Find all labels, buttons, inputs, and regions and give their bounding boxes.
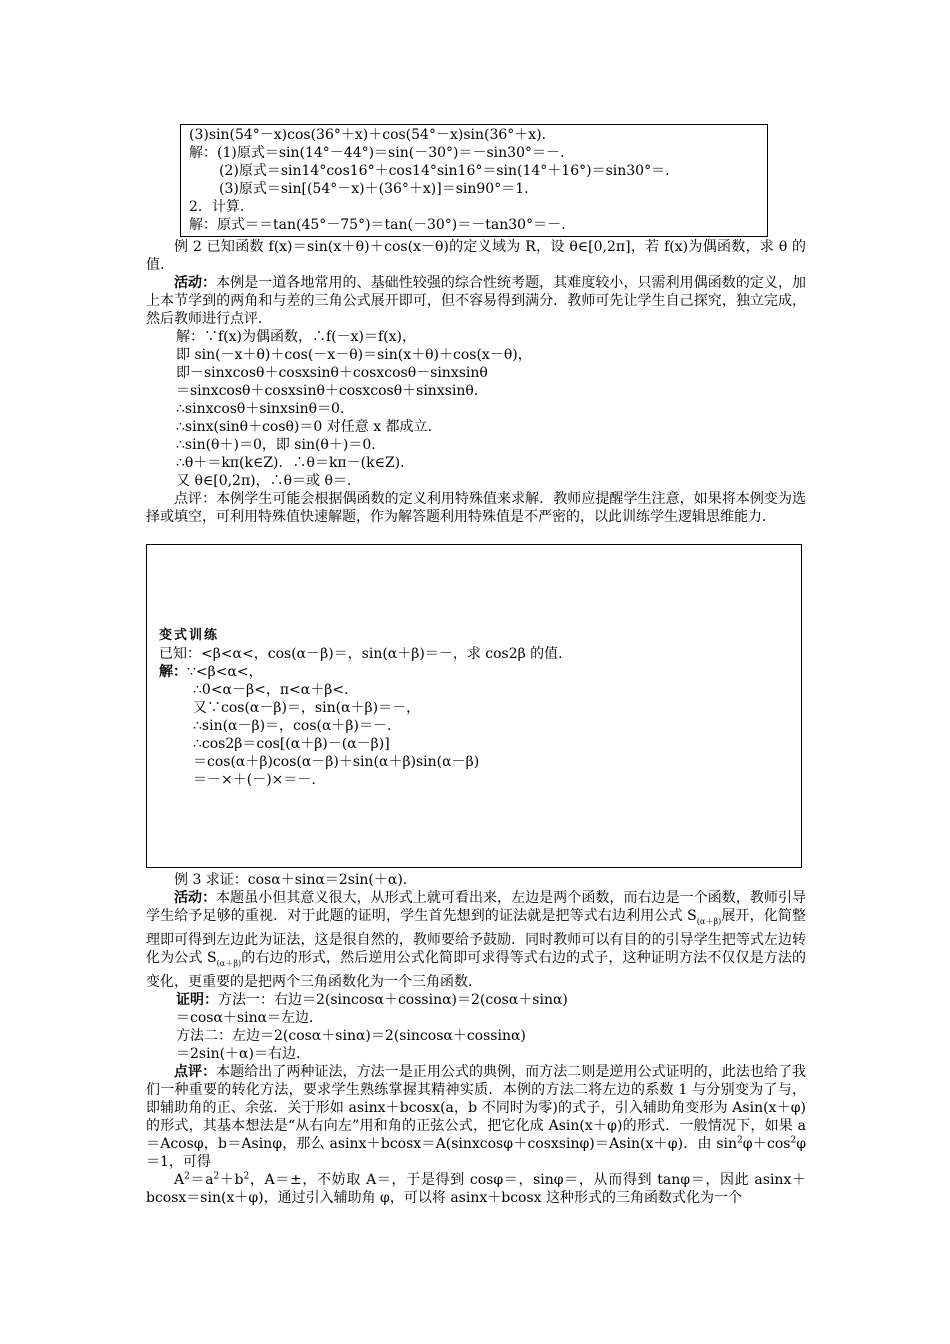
superscript: 2 <box>790 1134 797 1145</box>
example-3-proof <box>146 991 806 1063</box>
formula-subscript: (α＋β) <box>696 916 722 926</box>
activity-text: 本题虽小但其意义很大，从形式上就可看出来，左边是两个函数，而右边是一个函数，教师引导学生给予足够的重视．对于此题的证明，学生首先想到的证法就是把等式右边利用公式 S <box>146 890 807 924</box>
example-3-question: 例 3 求证：cosα＋sinα＝2sin(＋α)． <box>174 872 417 888</box>
comment-text: ，A＝±，不妨取 A＝，于是得到 cosφ＝，sinφ＝，从而得到 tanφ＝，因此 asinx＋bcosx＝sin(x＋φ)，通过引入辅助角 φ，可以将 asinx＋bcosx 这种形式的三角函数式化为一个 <box>146 1171 806 1206</box>
solution-step: 又 θ∈[0,2π)，∴θ＝或 θ＝. <box>176 473 352 489</box>
example-3-activity <box>146 889 806 991</box>
proof-step: ＝2sin(＋α)＝右边． <box>176 1045 310 1062</box>
solution-line-3: (3)原式＝sin[(54°－x)＋(36°＋x)]＝sin90°＝1. <box>219 181 529 197</box>
exercise-answer-box <box>180 124 768 237</box>
superscript: 2 <box>184 1170 190 1181</box>
variant-training-box <box>146 544 802 868</box>
solution-line-1: 解：(1)原式＝sin(14°－44°)＝sin(－30°)＝－sin30°＝－. <box>189 145 565 161</box>
comment-text: φ＋cos <box>742 1135 791 1152</box>
solution-step: 即 sin(－x＋θ)＋cos(－x－θ)＝sin(x＋θ)＋cos(x－θ)， <box>176 347 532 363</box>
example-2-activity <box>146 274 806 328</box>
solution-step: ＝－×＋(－)×＝－. <box>193 772 316 788</box>
example-2-comment: 点评：本例学生可能会根据偶函数的定义利用特殊值来求解．教师应提醒学生注意，如果将本例变为选择或填空，可利用特殊值快速解题，作为解答题利用特殊值是不严密的，以此训练学生逻辑思维能力． <box>146 491 806 525</box>
solution-step: 即－sinxcosθ＋cosxsinθ＋cosxcosθ－sinxsinθ <box>176 365 488 381</box>
superscript: 2 <box>737 1134 743 1145</box>
example-3-comment <box>146 1063 806 1171</box>
comment-label: 点评： <box>174 1063 217 1080</box>
solution-label: 解： <box>159 664 187 680</box>
comment-text: ＋b <box>219 1171 244 1188</box>
superscript: 2 <box>243 1170 250 1181</box>
variant-title: 变式训练 <box>159 628 220 643</box>
variant-solution-start <box>159 663 789 681</box>
activity-text: 展开，化简整理即可得到左边此为证法，这是很自然的，教师要给予鼓励．同时教师可以有目的的引导学生把等式左边转化为公式 S <box>146 908 806 966</box>
proof-line <box>176 991 806 1009</box>
solution-step: ＝cos(α＋β)cos(α－β)＋sin(α＋β)sin(α－β) <box>193 754 480 770</box>
comment-text: ＝a <box>189 1171 214 1188</box>
solution-step: ∴cos2β＝cos[(α＋β)－(α－β)] <box>193 736 390 752</box>
variant-solution <box>159 681 789 789</box>
solution-line-2: (2)原式＝sin14°cos16°＋cos14°sin16°＝sin(14°＋16°)＝sin30°＝. <box>219 163 670 179</box>
example-2-question: 例 2 已知函数 f(x)＝sin(x＋θ)＋cos(x－θ)的定义域为 R，设 θ∈[0,2π]，若 f(x)为偶函数，求 θ 的值. <box>146 239 806 273</box>
superscript: 2 <box>213 1170 220 1181</box>
example-3-comment-continued <box>146 1171 806 1207</box>
comment-text: 本题给出了两种证法，方法一是正用公式的典例，而方法二则是逆用公式证明的，此法也给了我们一种重要的转化方法，要求学生熟练掌握其精神实质．本例的方法二将左边的系数 1 与分别变为了与，即辅助角的正、余弦．关于形如 asinx＋bcosx(a，b 不同时为零)的式子，引入辅助角变形为 Asin(x＋φ)的形式，其基本想法是“从右向左”用和角的正弦公式，把它化成 Asin(x＋φ)的形式．一般情况下，如果 a＝Acosφ，b＝Asinφ，那么 asinx＋bcosx＝A(sinxcosφ＋cosxsinφ)＝Asin(x＋φ)．由 sin <box>146 1063 807 1152</box>
proof-step: 方法二：左边＝2(cosα＋sinα)＝2(sincosα＋cossinα) <box>176 1027 526 1044</box>
comment-text: A <box>174 1171 185 1188</box>
solution-step: ∴sin(α－β)＝，cos(α＋β)＝－. <box>193 718 392 734</box>
proof-step: ＝cosα＋sinα＝左边． <box>176 1009 324 1026</box>
solution-step: 又∵cos(α－β)＝，sin(α＋β)＝－， <box>193 700 421 716</box>
solution-step: ∴sinxcosθ＋sinxsinθ＝0. <box>176 401 345 417</box>
variant-question: 已知：<β<α<，cos(α－β)＝，sin(α＋β)＝－，求 cos2β 的值． <box>159 646 573 662</box>
example-3-section <box>146 871 806 1207</box>
activity-text: 本例是一道各地常用的、基础性较强的综合性统考题，其难度较小，只需利用偶函数的定义，加上本节学到的两角和与差的三角公式展开即可，但不容易得到满分．教师可先让学生自己探究，独立完成，然后教师进行点评． <box>146 275 807 327</box>
proof-label: 证明： <box>176 991 218 1008</box>
exercise-item-3: (3)sin(54°－x)cos(36°＋x)＋cos(54°－x)sin(36°＋x)． <box>189 127 556 143</box>
example-2-section <box>146 238 806 526</box>
activity-label: 活动： <box>174 890 217 906</box>
comment-text: φ＝1，可得 <box>146 1135 807 1170</box>
activity-text: 的右边的形式，然后逆用公式化简即可求得等式右边的式子，这种证明方法不仅仅是方法的变化，更重要的是把两个三角函数化为一个三角函数． <box>146 949 806 990</box>
solution-step: ∴sinx(sinθ＋cosθ)＝0 对任意 x 都成立. <box>176 419 432 435</box>
proof-step: 方法一：右边＝2(sincosα＋cossinα)＝2(cosα＋sinα) <box>218 991 568 1008</box>
exercise-2-heading: 2．计算. <box>189 199 245 215</box>
solution-step: ∴θ＋＝kπ(k∈Z)．∴θ＝kπ－(k∈Z)． <box>176 455 415 471</box>
solution-first-step: ∵<β<α<， <box>187 664 263 680</box>
activity-label: 活动： <box>174 275 217 291</box>
variant-body <box>159 645 789 789</box>
formula-subscript: (α＋β) <box>216 958 242 968</box>
solution-step: ＝sinxcosθ＋cosxsinθ＋cosxcosθ＋sinxsinθ. <box>176 383 479 399</box>
solution-step: ∴0<α－β<，π<α＋β<. <box>193 682 349 698</box>
solution-step: ∴sin(θ＋)＝0，即 sin(θ＋)＝0. <box>176 437 376 453</box>
solution-step: 解：∵f(x)为偶函数，∴f(－x)＝f(x)， <box>176 329 417 345</box>
exercise-2-solution: 解：原式＝＝tan(45°－75°)＝tan(－30°)＝－tan30°＝－. <box>189 217 566 233</box>
example-2-solution <box>146 328 806 490</box>
